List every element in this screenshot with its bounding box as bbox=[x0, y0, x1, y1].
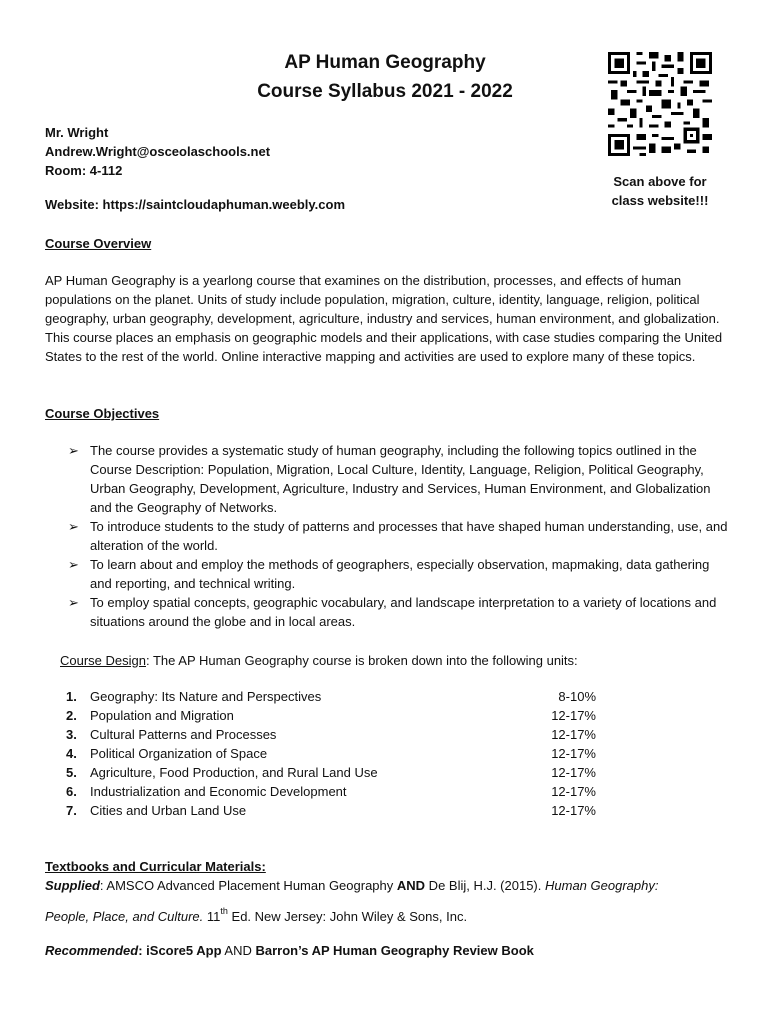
app-name: iScore5 App bbox=[146, 943, 222, 958]
objective-text: The course provides a systematic study of human geography, including the following topics outlined in the Course Description: Population, Migration, Local Culture, Identity, Language, Religion, Political Geography, Urban Geography, Development, Agriculture, Industry and Services, Human Environment, and Globalization and the Geography of Networks. bbox=[90, 443, 711, 515]
room-number: Room: 4-112 bbox=[45, 163, 123, 178]
units-list bbox=[66, 687, 596, 820]
and-plain: AND bbox=[221, 943, 256, 958]
course-overview-text: AP Human Geography is a yearlong course that examines on the distribution, processes, and effects of human populations on the planet. Units of study include population, migration, culture, identity, language, religion, political geography, urban geography, development, agriculture, industry and services, human environment, and globalization. This course places an emphasis on geographic models and their applications, with case studies comparing the United States to the rest of the world. Online interactive mapping and activities are used to explore many of these topics. bbox=[45, 273, 723, 364]
list-item bbox=[66, 725, 596, 744]
unit-name: Industrialization and Economic Development bbox=[90, 784, 347, 799]
edition-publisher: Ed. New Jersey: John Wiley & Sons, Inc. bbox=[227, 909, 468, 924]
unit-number: 1. bbox=[66, 689, 77, 704]
course-objectives-heading: Course Objectives bbox=[45, 406, 160, 421]
qr-caption-line2: class website!!! bbox=[611, 193, 709, 208]
unit-name: Geography: Its Nature and Perspectives bbox=[90, 689, 322, 704]
citation-author: De Blij, H.J. (2015). bbox=[425, 878, 545, 893]
supplied-label: Supplied bbox=[45, 878, 100, 893]
unit-name: Political Organization of Space bbox=[90, 746, 268, 761]
qr-caption bbox=[600, 172, 720, 210]
course-overview-heading: Course Overview bbox=[45, 236, 152, 251]
unit-percentage: 12-17% bbox=[551, 803, 596, 818]
supplied-materials bbox=[45, 876, 658, 895]
list-item bbox=[66, 706, 596, 725]
book-title-part2: People, Place, and Culture. bbox=[45, 909, 204, 924]
and-word: AND bbox=[396, 878, 426, 893]
website-link[interactable]: Website: https://saintcloudaphuman.weebly.com bbox=[45, 197, 346, 212]
unit-name: Agriculture, Food Production, and Rural Land Use bbox=[90, 765, 378, 780]
list-item bbox=[66, 763, 596, 782]
syllabus-year-title: Course Syllabus 2021 - 2022 bbox=[257, 81, 513, 102]
list-item bbox=[66, 744, 596, 763]
objective-text: To employ spatial concepts, geographic vocabulary, and landscape interpretation to a variety of locations and situations around the globe and in local areas. bbox=[90, 595, 717, 629]
arrow-bullet-icon: ➢ bbox=[68, 557, 79, 572]
list-item bbox=[66, 782, 596, 801]
unit-percentage: 12-17% bbox=[551, 708, 596, 723]
edition-superscript: th bbox=[220, 906, 228, 916]
unit-percentage: 12-17% bbox=[551, 727, 596, 742]
unit-number: 4. bbox=[66, 746, 77, 761]
teacher-email[interactable]: Andrew.Wright@osceolaschools.net bbox=[45, 144, 271, 159]
unit-name: Cities and Urban Land Use bbox=[90, 803, 247, 818]
course-objectives-list bbox=[68, 441, 728, 631]
unit-percentage: 12-17% bbox=[551, 784, 596, 799]
qr-code-icon[interactable] bbox=[608, 52, 712, 156]
unit-percentage: 8-10% bbox=[558, 689, 596, 704]
supplied-text: : AMSCO Advanced Placement Human Geography bbox=[99, 878, 397, 893]
course-title: AP Human Geography bbox=[284, 52, 486, 73]
course-design bbox=[60, 651, 578, 670]
unit-number: 6. bbox=[66, 784, 77, 799]
arrow-bullet-icon: ➢ bbox=[68, 595, 79, 610]
arrow-bullet-icon: ➢ bbox=[68, 519, 79, 534]
list-item bbox=[68, 441, 728, 517]
qr-caption-line1: Scan above for bbox=[613, 174, 707, 189]
list-item bbox=[68, 517, 728, 555]
review-book-name: Barron’s AP Human Geography Review Book bbox=[255, 943, 534, 958]
arrow-bullet-icon: ➢ bbox=[68, 443, 79, 458]
unit-name: Cultural Patterns and Processes bbox=[90, 727, 277, 742]
unit-number: 2. bbox=[66, 708, 77, 723]
book-title-part1: Human Geography: bbox=[545, 878, 659, 893]
unit-percentage: 12-17% bbox=[551, 765, 596, 780]
list-item bbox=[66, 801, 596, 820]
unit-name: Population and Migration bbox=[90, 708, 234, 723]
textbooks-heading: Textbooks and Curricular Materials: bbox=[45, 859, 266, 874]
recommended-label: Recommended bbox=[45, 943, 139, 958]
edition-number: 11 bbox=[203, 909, 221, 924]
list-item bbox=[68, 555, 728, 593]
teacher-name: Mr. Wright bbox=[45, 125, 109, 140]
recommended-colon: : bbox=[138, 943, 147, 958]
unit-number: 5. bbox=[66, 765, 77, 780]
recommended-materials bbox=[45, 941, 534, 960]
citation-continued bbox=[45, 902, 467, 926]
unit-percentage: 12-17% bbox=[551, 746, 596, 761]
list-item bbox=[68, 593, 728, 631]
list-item bbox=[66, 687, 596, 706]
objective-text: To introduce students to the study of patterns and processes that have shaped human understanding, use, and alteration of the world. bbox=[90, 519, 728, 553]
unit-number: 3. bbox=[66, 727, 77, 742]
course-design-label: Course Design bbox=[60, 653, 146, 668]
unit-number: 7. bbox=[66, 803, 77, 818]
course-design-text: : The AP Human Geography course is broken down into the following units: bbox=[146, 653, 578, 668]
objective-text: To learn about and employ the methods of geographers, especially observation, mapmaking, data gathering and reporting, and technical writing. bbox=[90, 557, 710, 591]
